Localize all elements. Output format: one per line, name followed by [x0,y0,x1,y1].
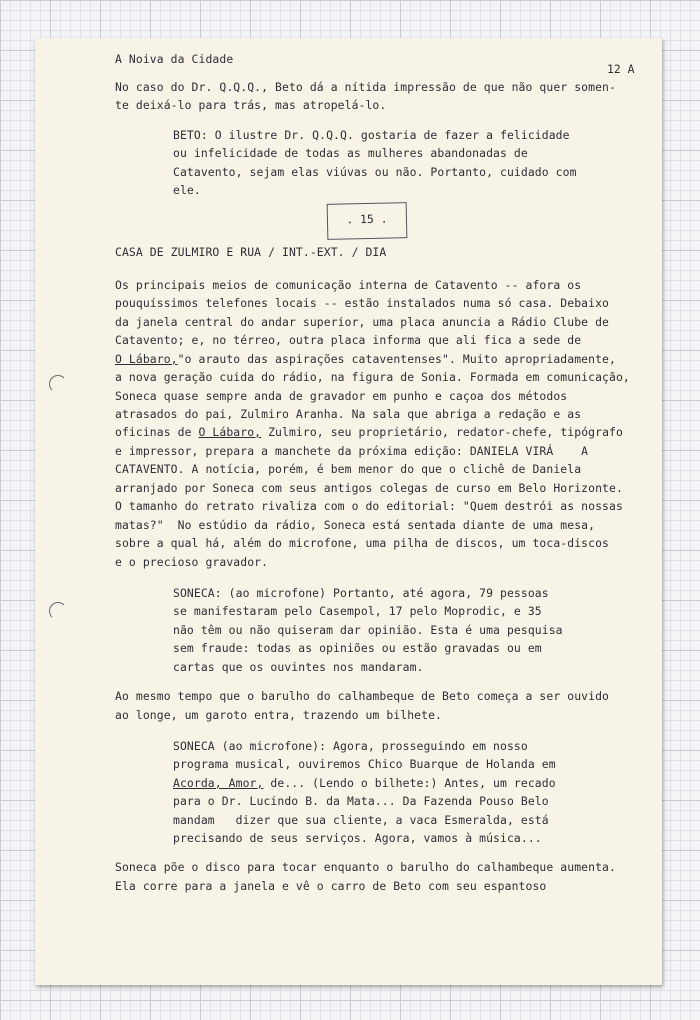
dialogue-text: de... (Lendo o bilhete:) Antes, um recado [263,776,556,790]
scene-number: . 15 . [346,211,388,227]
description-text: Zulmiro, seu proprietário, redator-chefe, tipógrafo [261,425,623,439]
intro-line: No caso do Dr. Q.Q.Q., Beto dá a nítida impressão de que não quer somen- [115,80,616,94]
description-line: arranjado por Soneca com seus antigos colegas de curso em Belo Horizonte. [115,481,623,495]
description-line: da janela central do andar superior, uma placa anuncia a Rádio Clube de [115,315,609,329]
description-line: atrasados do pai, Zulmiro Aranha. Na sala que abriga a redação e as [115,407,582,421]
action-line: Ao mesmo tempo que o barulho do calhambeque de Beto começa a ser ouvido [115,689,609,703]
description-line [115,350,616,368]
dialogue-line: sem fraude: todas as opiniões ou estão gravadas ou em [173,641,542,655]
dialogue-line: ele. [173,183,201,197]
description-line: Os principais meios de comunicação interna de Catavento -- afora os [115,278,582,292]
description-line [115,423,623,441]
action-line: Soneca põe o disco para tocar enquanto o barulho do calhambeque aumenta. [115,860,616,874]
binder-hole-top [49,375,67,393]
action-line: ao longe, um garoto entra, trazendo um bilhete. [115,708,443,722]
dialogue-line: SONECA (ao microfone): Agora, prosseguindo em nosso [173,739,528,753]
dialogue-line: programa musical, ouviremos Chico Buarque de Holanda em [173,757,556,771]
description-text: oficinas de [115,425,192,439]
intro-line: te deixá-lo para trás, mas atropelá-lo. [115,98,387,112]
description-line: matas?" No estúdio da rádio, Soneca está sentada diante de uma mesa, [115,518,596,532]
newspaper-title: O Lábaro, [115,352,178,366]
description-line: sobre a qual há, além do microfone, uma pilha de discos, um toca-discos [115,536,609,550]
song-title: Acorda, Amor, [173,776,264,790]
dialogue-line: cartas que os ouvintes nos mandaram. [173,660,424,674]
dialogue-line: precisando de seus serviços. Agora, vamos à música... [173,831,542,845]
page-number: 12 A [607,62,635,76]
description-line: e impressor, prepara a manchete da próxima edição: DANIELA VIRÁ A [115,444,589,458]
description-line: e o precioso gravador. [115,555,269,569]
description-line: a nova geração cuida do rádio, na figura de Sonia. Formada em comunicação, [115,370,630,384]
description-line: pouquíssimos telefones locais -- estão instalados numa só casa. Debaixo [115,296,609,310]
description-line: CATAVENTO. A notícia, porém, é bem menor do que o clichê de Daniela [115,462,582,476]
dialogue-line: mandam dizer que sua cliente, a vaca Esmeralda, está [173,813,549,827]
document-title: A Noiva da Cidade [115,52,234,66]
binder-hole-bottom [49,602,67,620]
dialogue-line: para o Dr. Lucindo B. da Mata... Da Fazenda Pouso Belo [173,794,549,808]
dialogue-line: SONECA: (ao microfone) Portanto, até agora, 79 pessoas [173,586,549,600]
scene-heading: CASA DE ZULMIRO E RUA / INT.-EXT. / DIA [115,245,387,259]
description-line: Soneca quase sempre anda de gravador em punho e caçoa dos métodos [115,389,568,403]
dialogue-line: se manifestaram pelo Casempol, 17 pelo Moprodic, e 35 [173,604,542,618]
dialogue-line [173,774,556,792]
description-line: Catavento; e, no térreo, outra placa informa que ali fica a sede de [115,333,582,347]
newspaper-title: O Lábaro, [198,425,262,439]
dialogue-line: ou infelicidade de todas as mulheres abandonadas de [173,146,528,160]
scene-number-box [327,202,408,240]
dialogue-line: Catavento, sejam elas viúvas ou não. Portanto, cuidado com [173,165,577,179]
dialogue-line: BETO: O ilustre Dr. Q.Q.Q. gostaria de fazer a felicidade [173,128,570,142]
script-page [35,38,662,985]
description-line: O tamanho do retrato rivaliza com o do editorial: "Quem destrói as nossas [115,499,623,513]
dialogue-line: não têm ou não quiseram dar opinião. Esta é uma pesquisa [173,623,563,637]
action-line: Ela corre para a janela e vê o carro de Beto com seu espantoso [115,879,547,893]
description-text: "o arauto das aspirações cataventenses". Muito apropriadamente, [177,352,616,366]
